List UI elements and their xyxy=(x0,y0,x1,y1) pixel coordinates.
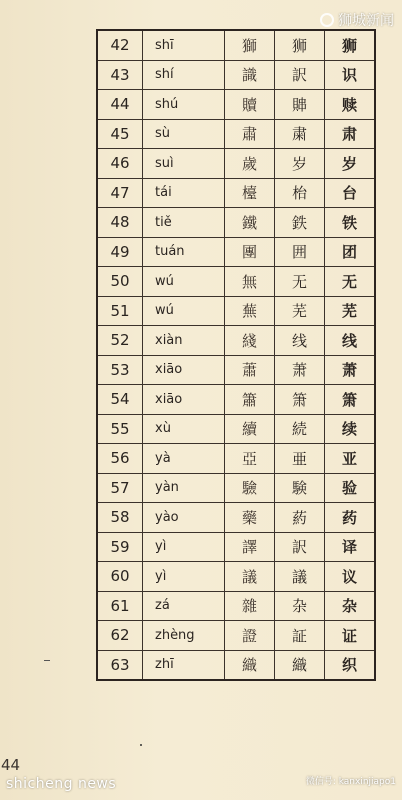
table-row xyxy=(97,591,375,621)
pinyin-cell: yàn xyxy=(143,473,225,503)
table-row xyxy=(97,532,375,562)
pinyin-cell: xiāo xyxy=(143,355,225,385)
traditional-char-cell: 肅 xyxy=(225,119,275,149)
row-number: 51 xyxy=(97,296,143,326)
row-number: 48 xyxy=(97,208,143,238)
row-number: 58 xyxy=(97,503,143,533)
variant-char-cell: 賗 xyxy=(275,90,325,120)
simplified-char-cell: 议 xyxy=(325,562,376,592)
traditional-char-cell: 譯 xyxy=(225,532,275,562)
row-number: 52 xyxy=(97,326,143,356)
row-number: 54 xyxy=(97,385,143,415)
row-number: 42 xyxy=(97,30,143,60)
pinyin-cell: shī xyxy=(143,30,225,60)
variant-char-cell: 亜 xyxy=(275,444,325,474)
traditional-char-cell: 藥 xyxy=(225,503,275,533)
pinyin-cell: zhī xyxy=(143,650,225,680)
pinyin-cell: shí xyxy=(143,60,225,90)
variant-char-cell: 芜 xyxy=(275,296,325,326)
row-number: 62 xyxy=(97,621,143,651)
variant-char-cell: 岁 xyxy=(275,149,325,179)
simplified-char-cell: 译 xyxy=(325,532,376,562)
simplified-char-cell: 线 xyxy=(325,326,376,356)
pinyin-cell: yào xyxy=(143,503,225,533)
table-row xyxy=(97,326,375,356)
traditional-char-cell: 識 xyxy=(225,60,275,90)
row-number: 50 xyxy=(97,267,143,297)
traditional-char-cell: 蕭 xyxy=(225,355,275,385)
page-number: 44 xyxy=(1,756,21,774)
variant-char-cell: 訳 xyxy=(275,532,325,562)
watermark-bottom-left: shicheng news xyxy=(6,776,117,792)
simplified-char-cell: 赎 xyxy=(325,90,376,120)
variant-char-cell: 狮 xyxy=(275,30,325,60)
traditional-char-cell: 證 xyxy=(225,621,275,651)
table-row xyxy=(97,60,375,90)
row-number: 47 xyxy=(97,178,143,208)
table-row xyxy=(97,267,375,297)
simplified-char-cell: 箫 xyxy=(325,385,376,415)
row-number: 59 xyxy=(97,532,143,562)
simplified-char-cell: 亚 xyxy=(325,444,376,474)
table-row xyxy=(97,444,375,474)
simplified-char-cell: 无 xyxy=(325,267,376,297)
variant-char-cell: 枱 xyxy=(275,178,325,208)
traditional-char-cell: 簫 xyxy=(225,385,275,415)
table-row xyxy=(97,178,375,208)
simplified-char-cell: 岁 xyxy=(325,149,376,179)
pinyin-cell: sù xyxy=(143,119,225,149)
traditional-char-cell: 團 xyxy=(225,237,275,267)
pinyin-cell: wú xyxy=(143,267,225,297)
variant-char-cell: 线 xyxy=(275,326,325,356)
simplified-char-cell: 芜 xyxy=(325,296,376,326)
table-row xyxy=(97,385,375,415)
simplified-char-cell: 证 xyxy=(325,621,376,651)
variant-char-cell: 続 xyxy=(275,414,325,444)
variant-char-cell: 无 xyxy=(275,267,325,297)
table-row xyxy=(97,414,375,444)
row-number: 61 xyxy=(97,591,143,621)
pinyin-cell: shú xyxy=(143,90,225,120)
simplified-char-cell: 织 xyxy=(325,650,376,680)
pinyin-cell: yì xyxy=(143,532,225,562)
pinyin-cell: tuán xyxy=(143,237,225,267)
traditional-char-cell: 織 xyxy=(225,650,275,680)
pinyin-cell: xù xyxy=(143,414,225,444)
variant-char-cell: 囲 xyxy=(275,237,325,267)
table-row xyxy=(97,355,375,385)
row-number: 57 xyxy=(97,473,143,503)
simplified-char-cell: 识 xyxy=(325,60,376,90)
simplified-char-cell: 狮 xyxy=(325,30,376,60)
variant-char-cell: 訳 xyxy=(275,60,325,90)
watermark-top-text: 狮城新闻 xyxy=(338,13,394,29)
pinyin-cell: tái xyxy=(143,178,225,208)
traditional-char-cell: 鐵 xyxy=(225,208,275,238)
variant-char-cell: 証 xyxy=(275,621,325,651)
simplified-char-cell: 台 xyxy=(325,178,376,208)
pinyin-cell: wú xyxy=(143,296,225,326)
row-number: 44 xyxy=(97,90,143,120)
table-row xyxy=(97,503,375,533)
traditional-char-cell: 歲 xyxy=(225,149,275,179)
character-table xyxy=(96,29,376,681)
table-row xyxy=(97,208,375,238)
row-number: 56 xyxy=(97,444,143,474)
variant-char-cell: 杂 xyxy=(275,591,325,621)
table-row xyxy=(97,562,375,592)
table-row xyxy=(97,237,375,267)
traditional-char-cell: 議 xyxy=(225,562,275,592)
lion-logo-icon xyxy=(320,13,334,27)
simplified-char-cell: 续 xyxy=(325,414,376,444)
row-number: 49 xyxy=(97,237,143,267)
traditional-char-cell: 驗 xyxy=(225,473,275,503)
variant-char-cell: 験 xyxy=(275,473,325,503)
watermark-bottom-right: 微信号: kanxinjiapo1 xyxy=(305,777,396,787)
table-row xyxy=(97,149,375,179)
variant-char-cell: 織 xyxy=(275,650,325,680)
variant-char-cell: 粛 xyxy=(275,119,325,149)
pinyin-cell: xiāo xyxy=(143,385,225,415)
variant-char-cell: 箫 xyxy=(275,385,325,415)
simplified-char-cell: 肃 xyxy=(325,119,376,149)
row-number: 53 xyxy=(97,355,143,385)
ink-dot xyxy=(140,744,142,746)
simplified-char-cell: 团 xyxy=(325,237,376,267)
pinyin-cell: yà xyxy=(143,444,225,474)
traditional-char-cell: 亞 xyxy=(225,444,275,474)
simplified-char-cell: 萧 xyxy=(325,355,376,385)
table-row xyxy=(97,473,375,503)
row-number: 60 xyxy=(97,562,143,592)
table-row xyxy=(97,90,375,120)
watermark-top xyxy=(320,10,394,30)
table-row xyxy=(97,650,375,680)
table-row xyxy=(97,119,375,149)
pinyin-cell: zá xyxy=(143,591,225,621)
variant-char-cell: 議 xyxy=(275,562,325,592)
row-number: 46 xyxy=(97,149,143,179)
simplified-char-cell: 铁 xyxy=(325,208,376,238)
simplified-char-cell: 杂 xyxy=(325,591,376,621)
row-number: 63 xyxy=(97,650,143,680)
variant-char-cell: 萧 xyxy=(275,355,325,385)
pinyin-cell: suì xyxy=(143,149,225,179)
row-number: 55 xyxy=(97,414,143,444)
pinyin-cell: yì xyxy=(143,562,225,592)
traditional-char-cell: 贖 xyxy=(225,90,275,120)
traditional-char-cell: 蕪 xyxy=(225,296,275,326)
simplified-char-cell: 验 xyxy=(325,473,376,503)
traditional-char-cell: 續 xyxy=(225,414,275,444)
table-row xyxy=(97,621,375,651)
pinyin-cell: zhèng xyxy=(143,621,225,651)
variant-char-cell: 鉄 xyxy=(275,208,325,238)
table-row xyxy=(97,296,375,326)
pinyin-cell: tiě xyxy=(143,208,225,238)
variant-char-cell: 葯 xyxy=(275,503,325,533)
traditional-char-cell: 無 xyxy=(225,267,275,297)
traditional-char-cell: 獅 xyxy=(225,30,275,60)
traditional-char-cell: 檯 xyxy=(225,178,275,208)
margin-mark xyxy=(44,660,50,661)
row-number: 43 xyxy=(97,60,143,90)
traditional-char-cell: 綫 xyxy=(225,326,275,356)
table-row xyxy=(97,30,375,60)
simplified-char-cell: 药 xyxy=(325,503,376,533)
pinyin-cell: xiàn xyxy=(143,326,225,356)
traditional-char-cell: 雜 xyxy=(225,591,275,621)
row-number: 45 xyxy=(97,119,143,149)
